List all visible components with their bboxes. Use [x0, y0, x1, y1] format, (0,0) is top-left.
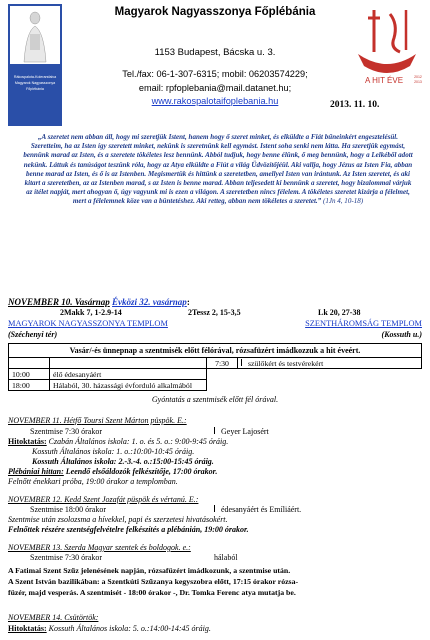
parish-title: Magyarok Nagyasszonya Főplébánia	[114, 6, 316, 18]
website-link[interactable]: www.rakospalotaifoplebania.hu	[151, 96, 279, 106]
tuesday-heading: NOVEMBER 12. Kedd Szent Jozafát püspök és vértanú. E.:	[8, 495, 199, 504]
svg-text:Főplébánia: Főplébánia	[26, 87, 44, 91]
church-locations: (Széchenyi tér) (Kossuth u.)	[8, 330, 422, 339]
rosary-notice: Vasár/-és ünnepnap a szentmisék előtt félórával, rózsafüzért imádkozzuk a hit éveért.	[8, 343, 422, 357]
cross-icon	[214, 505, 220, 512]
cross-icon	[214, 427, 220, 434]
thursday-heading: NOVEMBER 14. Csütörtök:	[8, 613, 99, 622]
email: email: rpfoplebania@mail.datanet.hu;	[138, 83, 292, 93]
wednesday-heading: NOVEMBER 13. Szerda Magyar szentek és boldogok. e.:	[8, 543, 191, 552]
tuesday-vespers: Szentmise után zsolozsma a hívekkel, papi és szerzetesi hivatásokért.	[8, 515, 228, 524]
phone: Tel./fax: 06-1-307-6315; mobil: 06203574229;	[122, 69, 308, 79]
svg-text:2012: 2012	[414, 75, 422, 79]
parish-logo	[8, 4, 62, 126]
table-row: 10:00 élő édesanyáért	[9, 369, 422, 380]
monday-catechesis-3: Kossuth Általános iskola: 2.-3.-4. o.:15:00-15:45 óráig.	[32, 457, 214, 466]
mass-schedule	[8, 343, 422, 391]
table-row: 18:00 Hálaból, 30. házassági évforduló alkalmából	[9, 380, 422, 391]
confession-note: Gyóntatás a szentmisék előtt fél órával.	[151, 395, 279, 404]
monday-heading: NOVEMBER 11. Hétfő Toursi Szent Márton püspök. E.:	[8, 416, 187, 425]
cross-icon	[241, 359, 247, 366]
tuesday-adult-prep: Felnőttek részére szentségfelvételre felkészítés a plébánián, 19:00 órakor.	[8, 525, 249, 534]
table-row: 7:30 szülőkért és testvérekért	[9, 358, 422, 369]
wednesday-fatima: A Fatimai Szent Szűz jelenésének napján, rózsafüzért imádkozunk, a szentmise után.	[8, 566, 291, 575]
monday-catechesis-2: Kossuth Általános iskola: 1. o.:10:00-10:45 óráig.	[32, 447, 195, 456]
svg-text:2013: 2013	[414, 80, 422, 84]
wednesday-basilica-1: A Szent István bazilikában: a Szentkúti Szűzanya kegyszobra előtt, 17:15 órakor rózsa-	[8, 577, 299, 586]
svg-text:Magyarok Nagyasszonya: Magyarok Nagyasszonya	[14, 81, 56, 85]
wednesday-basilica-2: füzér, majd vesperás. A szentmisét - 18:00 órakor -, Dr. Tomka Ferenc atya mutatja be.	[8, 588, 296, 597]
bulletin-date: 2013. 11. 10.	[330, 100, 380, 110]
thursday-catechesis: Hitoktatás: Kossuth Általános iskola: 5. o.:14:00-14:45 óráig.	[8, 624, 211, 633]
monday-choir: Felnőtt énekkari próba, 19:00 órakor a templomban.	[8, 477, 178, 486]
quote-text: „A szeretet nem abban áll, hogy mi szeretjük Istent, hanem hogy ő szeret minket, és elküldte a Fiát bűneinkért engesztelésül. Szeretteim, ha az Isten így szeretett minket, nekünk is szeretnünk kell egymást. Istent soha senki nem látta. Ha szeretjük egymást, bennünk marad az Isten, és a szeretete tökéletes lesz bennünk. Abból tudjuk, hogy benne élünk, ő meg bennünk, hogy a Lelkéből adott nekünk. Láttuk és tanúságot teszünk róla, hogy az Atya elküldte a Fiút a világ Üdvözítőjéül. Aki vallja, hogy Jézus az Isten Fia, abban benne marad az Isten, és ő is az Istenben. Megismertük és hittünk a szeretetben, amellyel Isten van irántunk. Az Isten szeretet, és aki kitart a szeretetben, az az Istenben marad, s az Isten is benne marad. Abban teljesedett ki bennünk a szeretet, hogy bizalommal várjuk az ítélet napját, mert ahogyan ő, úgy vagyunk mi is ezen a világon. A szeretetben nincs félelem. A tökéletes szeretet kizárja a félelmet, mert a félelemnek köze van a büntetéshez. Aki retteg, abban nem tökéletes a szeretet.”	[23, 133, 413, 206]
sunday-heading: NOVEMBER 10. Vasárnap Évközi 32. vasárnap:	[8, 297, 190, 307]
schedule-table	[8, 357, 422, 391]
monday-parish-catechesis: Plébániai hittan: Leendő elsőáldozók felkészítője, 17:00 órakor.	[8, 467, 218, 476]
church-names: MAGYAROK NAGYASSZONYA TEMPLOM SZENTHÁROMSÁG TEMPLOM	[8, 319, 422, 328]
monday-catechesis-1: Hitoktatás: Czabán Általános iskola: 1. o. és 5. o.: 9:00-9:45 óráig.	[8, 437, 229, 446]
scripture-quote	[22, 133, 414, 207]
year-of-faith-logo	[350, 4, 424, 86]
svg-text:Rákospalota-Kolerarsfalva: Rákospalota-Kolerarsfalva	[13, 75, 57, 79]
svg-text:A HIT ÉVE: A HIT ÉVE	[364, 76, 404, 85]
quote-reference: (1Jn 4, 10-18)	[322, 197, 364, 206]
address: 1153 Budapest, Bácska u. 3.	[154, 47, 276, 58]
